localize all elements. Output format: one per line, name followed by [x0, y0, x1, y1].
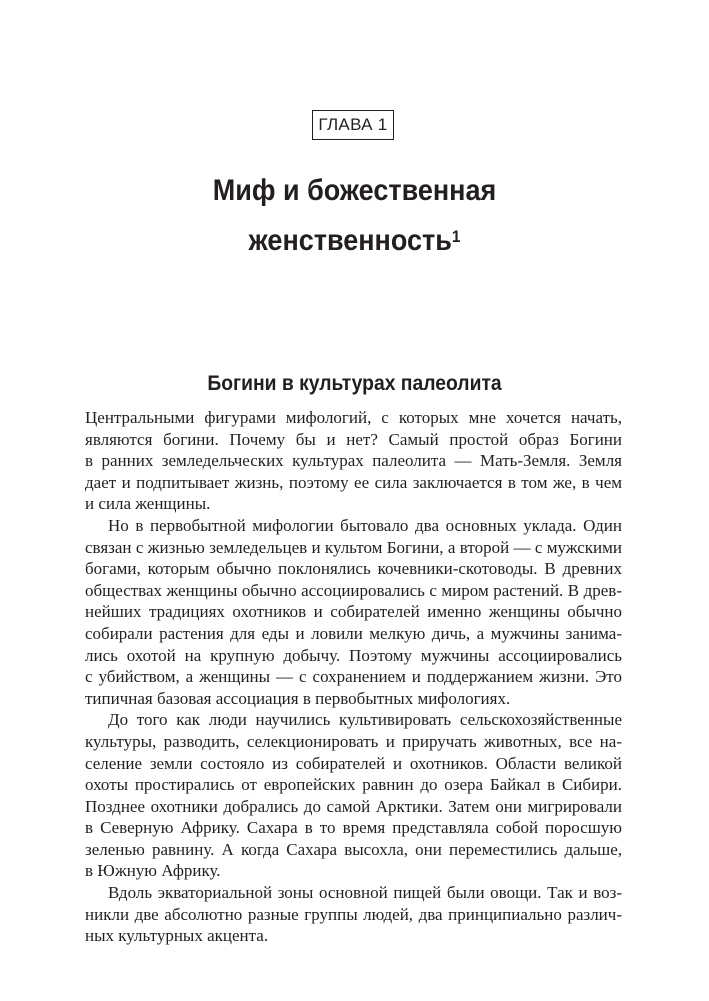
text-line: До того как люди научились культивировать сельскохозяйственные [108, 710, 622, 730]
footnote-marker[interactable]: 1 [451, 227, 461, 246]
chapter-title-line-1: Миф и божественная [212, 174, 497, 207]
text-line: зеленью равнину. А когда Сахара высохла, они переместились дальше, [85, 839, 622, 859]
paragraph-4 [85, 882, 622, 947]
text-line: дает и подпитывает жизнь, поэтому ее сила заключается в том же, в чем [85, 472, 622, 492]
chapter-label: ГЛАВА 1 [312, 110, 394, 140]
text-line: связан с жизнью земледельцев и культом Богини, а второй — с мужскими [85, 537, 622, 557]
text-line: являются богини. Почему бы и нет? Самый простой образ Богини [85, 429, 622, 449]
chapter-title [35, 166, 673, 266]
text-line: Но в первобытной мифологии бытовало два основных уклада. Один [108, 515, 622, 535]
text-line: и сила женщины. [85, 494, 211, 514]
text-line: в Северную Африку. Сахара в то время представляла собой поросшую [85, 818, 622, 838]
text-line: нейших традициях охотников и собирателей именно женщины обычно [85, 602, 622, 622]
text-line: типичная базовая ассоциация в первобытных мифологиях. [85, 688, 511, 708]
text-line: Позднее охотники добрались до самой Арктики. Затем они мигрировали [85, 796, 622, 816]
text-line: селение земли состояло из собирателей и охотников. Области великой [85, 753, 622, 773]
text-line: богами, которым обычно поклонялись кочевники-скотоводы. В древних [85, 559, 622, 579]
text-line: культуры, разводить, селекционировать и приручать животных, все на- [85, 731, 622, 751]
paragraph-2 [85, 515, 622, 709]
text-line: в Южную Африку. [85, 861, 221, 881]
paragraph-3 [85, 709, 622, 882]
section-heading: Богини в культурах палеолита [207, 372, 502, 395]
text-line: Центральными фигурами мифологий, с которых мне хочется начать, [85, 408, 622, 427]
text-line: Вдоль экваториальной зоны основной пищей были овощи. Так и воз- [108, 883, 622, 903]
chapter-title-line-2: женственность [248, 224, 452, 257]
text-line: собирали растения для еды и ловили мелкую дичь, а мужчины занима- [85, 623, 622, 643]
paragraph-1 [85, 407, 622, 515]
text-line: охоты простирались от европейских равнин до озера Байкал в Сибири. [85, 775, 622, 795]
text-line: ных культурных акцента. [85, 926, 269, 946]
text-line: лись охотой на крупную добычу. Поэтому мужчины ассоциировались [85, 645, 622, 665]
text-line: обществах женщины обычно ассоциировались с миром растений. В древ- [85, 580, 622, 600]
text-line: с убийством, а женщины — с сохранением и поддержанием жизни. Это [85, 667, 622, 687]
text-line: никли две абсолютно разные группы людей, два принципиально различ- [85, 904, 622, 924]
body-text [85, 407, 622, 947]
text-line: в ранних земледельческих культурах палеолита — Мать-Земля. Земля [85, 451, 622, 471]
